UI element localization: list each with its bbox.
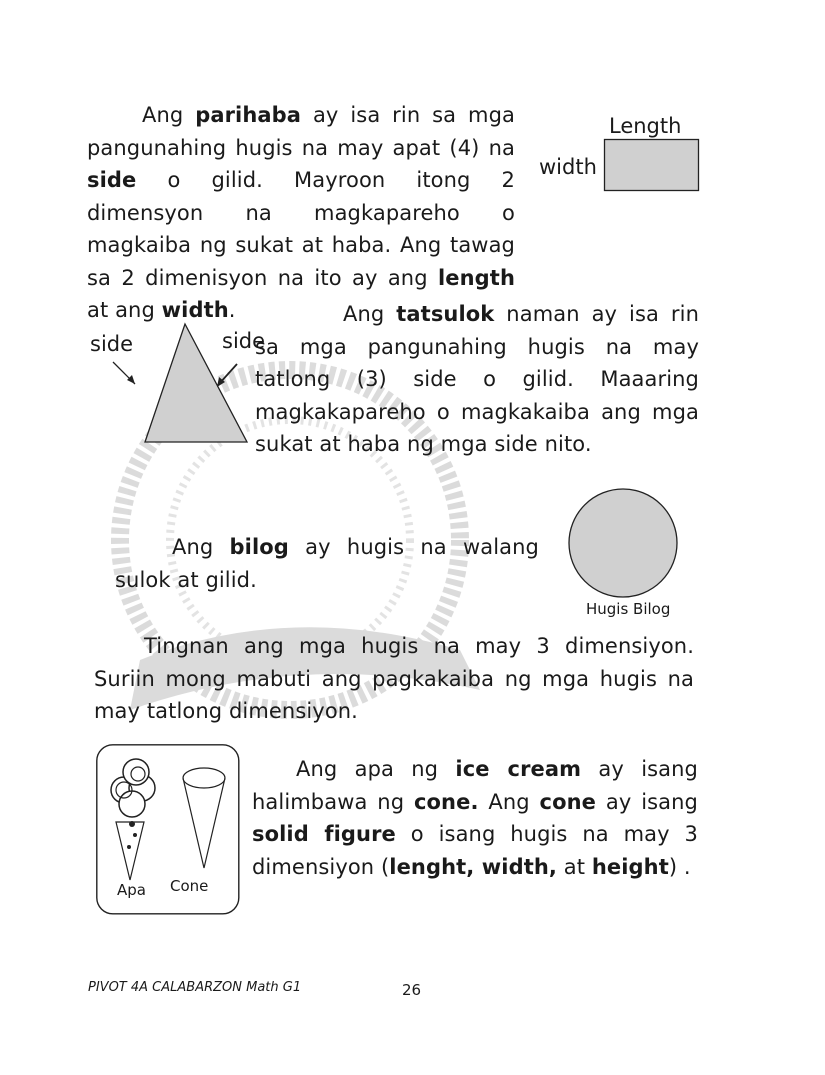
text-run: ) . [668,854,691,879]
text-run: Ang [343,302,397,326]
cone-shape-icon [183,768,225,868]
cone-label: Cone [170,877,209,895]
text-run: naman ay isa rin sa mga pangunahing hugis na may tatlong (3) side o gilid. Maaaring magkakapareho o magkakaiba ang mga sukat at haba ng mga side nito. [255,302,699,456]
text-run: at [556,854,592,879]
ice-cream-cone-icon [111,759,155,880]
text-run: Ang [478,789,540,814]
triangle-paragraph [255,298,699,461]
text-run: at ang [87,298,162,322]
bold-term: tatsulok [396,302,495,326]
bold-term: cone [539,789,597,814]
bold-term: ice cream [455,757,582,781]
text-run: Ang [172,535,230,559]
text-run: Ang [142,103,196,127]
bold-term: side [87,168,137,192]
text-run: Tingnan ang mga hugis na may 3 dimensiyon. Suriin mong mabuti ang pagkakaiba ng mga hugis na may tatlong dimensiyon. [94,634,694,723]
side-label-left: side [90,332,134,356]
triangle-diagram [105,322,265,452]
text-run: o isang hugis na may 3 dimensiyon ( [252,822,698,879]
text-run: o gilid. Mayroon itong 2 dimensyon na magkapareho o magkaiba ng sukat at haba. Ang tawag sa 2 dimenisyon na ito ay ang [87,168,515,290]
text-run: ay isa rin sa mga pangunahing hugis na may apat (4) na [87,103,515,160]
circle-shape [568,487,680,599]
bold-term: bilog [229,535,289,559]
bold-term: width [161,298,229,322]
text-run: Ang apa ng [296,757,456,781]
page-number: 26 [402,981,422,999]
bold-term: cone. [413,789,479,814]
bold-term: lenght, width, [389,854,557,879]
three-d-intro-paragraph [94,630,694,728]
triangle-shape [145,324,247,442]
width-label: width [539,155,597,179]
circle-caption: Hugis Bilog [586,600,671,618]
rectangle-shape [604,139,700,192]
apa-label: Apa [117,881,146,899]
bold-term: height [591,854,669,879]
footer-source: PIVOT 4A CALABARZON Math G1 [88,980,302,995]
side-label-right: side [222,329,266,353]
text-run: . [228,298,236,322]
bold-term: length [437,265,515,290]
rectangle-paragraph [87,99,515,327]
bold-term: parihaba [195,103,302,127]
circle-paragraph [115,531,539,596]
cone-paragraph [252,753,698,883]
text-run: ay isang halimbawa ng [252,757,698,814]
bold-term: solid figure [252,822,396,846]
length-label: Length [609,114,682,138]
text-run: ay isang [596,789,698,814]
text-run: ay hugis na walang sulok at gilid. [115,535,539,592]
